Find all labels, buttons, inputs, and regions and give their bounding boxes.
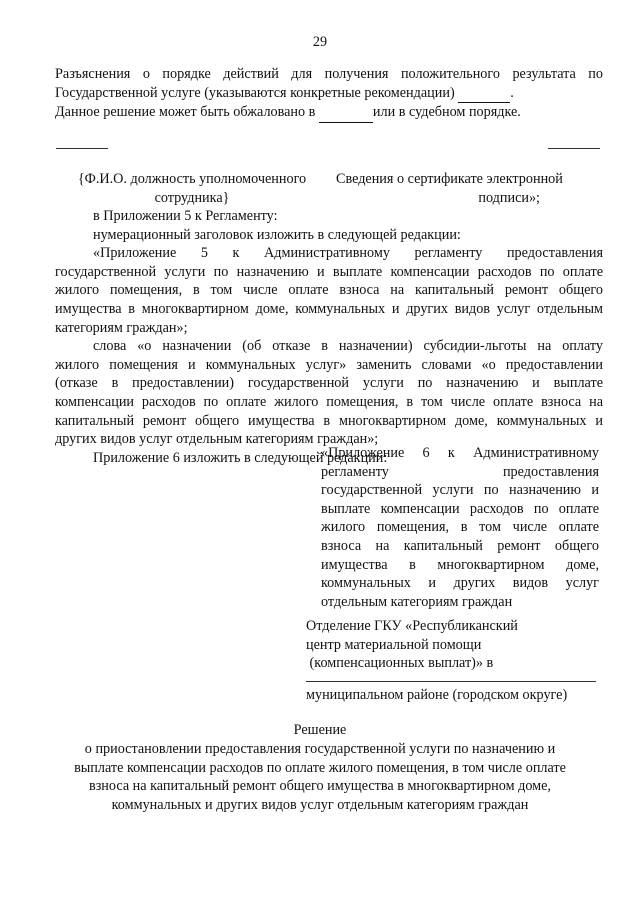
explanation-line-1: Разъяснения о порядке действий для получения положительного результата по [55,66,603,82]
department-line-1: Отделение ГКУ «Республиканский [306,618,518,634]
amendment-appendix-6: Приложение 6 изложить в следующей редакции: [93,449,388,466]
district-blank-line [306,681,596,682]
separator-line-right [548,148,600,149]
appeal-authority-blank [319,103,373,123]
signature-label: подписи»; [478,189,540,206]
decision-title: Решение [293,722,347,738]
amendment-heading: нумерационный заголовок изложить в следующей редакции: [93,226,461,243]
explanation-block [55,65,603,123]
department-line-2: центр материальной помощи [306,636,482,653]
signature-right [336,170,600,207]
page-number: 29 [312,34,328,50]
decision-subject: о приостановлении предоставления государственной услуги по назначению и выплате компенсации расходов по оплате жилого помещения, в том числе оплате взноса на капитальный ремонт общего имущества в многоквартирном доме, коммунальных и других видов услуг отдельным категориям граждан [74,741,566,813]
explanation-line-3: Данное решение может быть обжаловано в или в судебном порядке. [55,103,603,123]
amendment-appendix-5-text: «Приложение 5 к Административному регламенту предоставления государственной услуги по назначению и выплате компенсации расходов по оплате жилого помещения, в том числе оплате взноса на капитальный ремонт общего имущества в многоквартирном доме, коммунальных и других видов услуг отдельным категориям граждан»; [55,245,603,336]
certificate-info: Сведения о сертификате электронной [336,171,563,187]
official-name-position: {Ф.И.О. должность уполномоченного [77,171,307,187]
explanation-line-2: Государственной услуге (указываются конкретные рекомендации) . [55,84,603,104]
amendment-appendix-5: в Приложении 5 к Регламенту: [93,208,278,224]
recommendations-blank [458,84,510,104]
signature-left [64,170,320,207]
department-line-3: (компенсационных выплат)» в [306,655,494,672]
amendments-block [55,207,603,467]
department-block [306,617,606,673]
district-caption: муниципальном районе (городском округе) [306,687,568,703]
official-role: сотрудника} [154,189,230,206]
amendment-words-replacement: слова «о назначении (об отказе в назначении) субсидии-льготы на оплату жилого помещения и коммунальных услуг» заменить словами «о предоставлении (отказе в предоставлении) государственной услуги по назначению и выплате компенсации расходов по оплате жилого помещения, в том числе оплате взноса на капитальный ремонт общего имущества в многоквартирном доме, коммунальных и других видов услуг отдельным категориям граждан»; [55,338,603,448]
separator-line-left [56,148,108,149]
appendix-6-header: «Приложение 6 к Административному регламенту предоставления государственной услуги по назначению и выплате компенсации расходов по оплате жилого помещения, в том числе оплате взноса на капитальный ремонт общего имущества в многоквартирном доме, коммунальных и других видов услуг отдельным категориям граждан [321,445,599,610]
